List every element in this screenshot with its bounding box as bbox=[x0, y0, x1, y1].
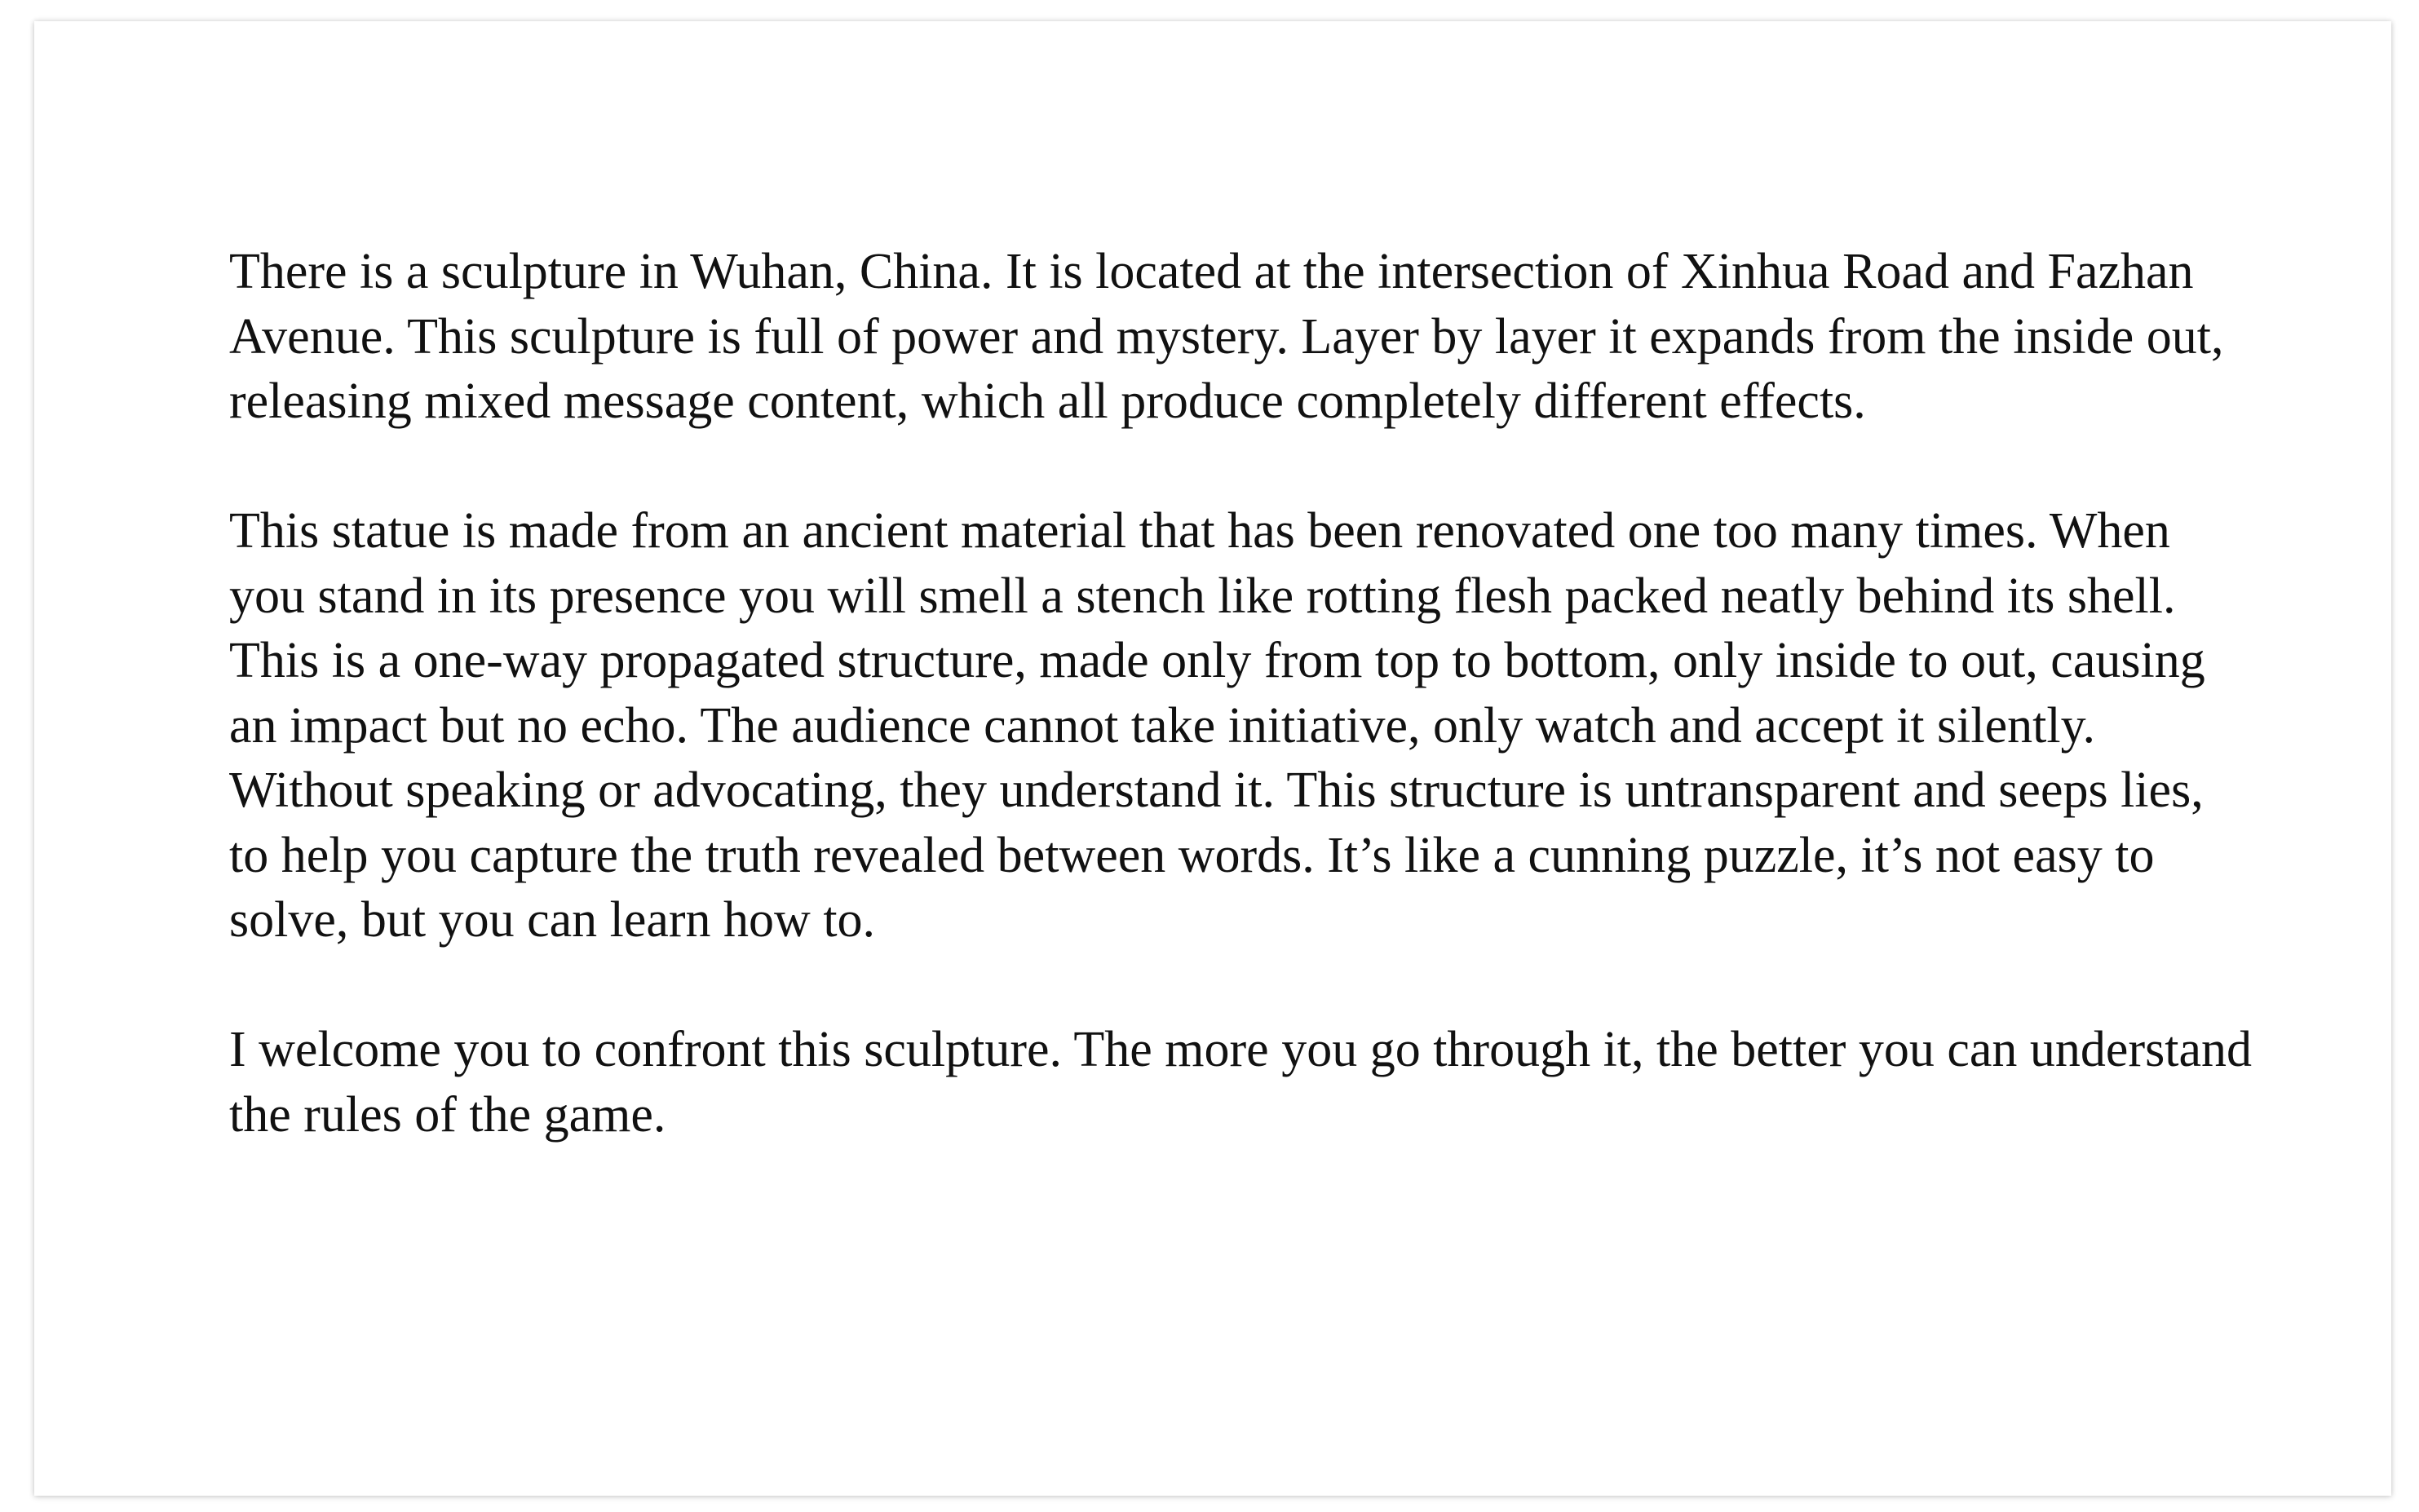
paragraph-3: I welcome you to confront this sculpture. The more you go through it, the better you can understand the rules of the game. bbox=[229, 1022, 2252, 1143]
paragraph-1: There is a sculpture in Wuhan, China. It is located at the intersection of Xinhua Road and Fazhan Avenue. This sculpture is full of power and mystery. Layer by layer it expands from the inside out, releasing mixed message content, which all produce completely different effects. bbox=[229, 244, 2224, 429]
document-body bbox=[229, 240, 2252, 1147]
document-page bbox=[34, 21, 2391, 1496]
paragraph-2: This statue is made from an ancient material that has been renovated one too many times. When you stand in its presence you will smell a stench like rotting flesh packed neatly behind its shell. This is a one-way propagated structure, made only from top to bottom, only inside to out, causing an impact but no echo. The audience cannot take initiative, only watch and accept it silently. Without speaking or advocating, they understand it. This structure is untransparent and seeps lies, to help you capture the truth revealed between words. It’s like a cunning puzzle, it’s not easy to solve, but you can learn how to. bbox=[229, 503, 2205, 948]
